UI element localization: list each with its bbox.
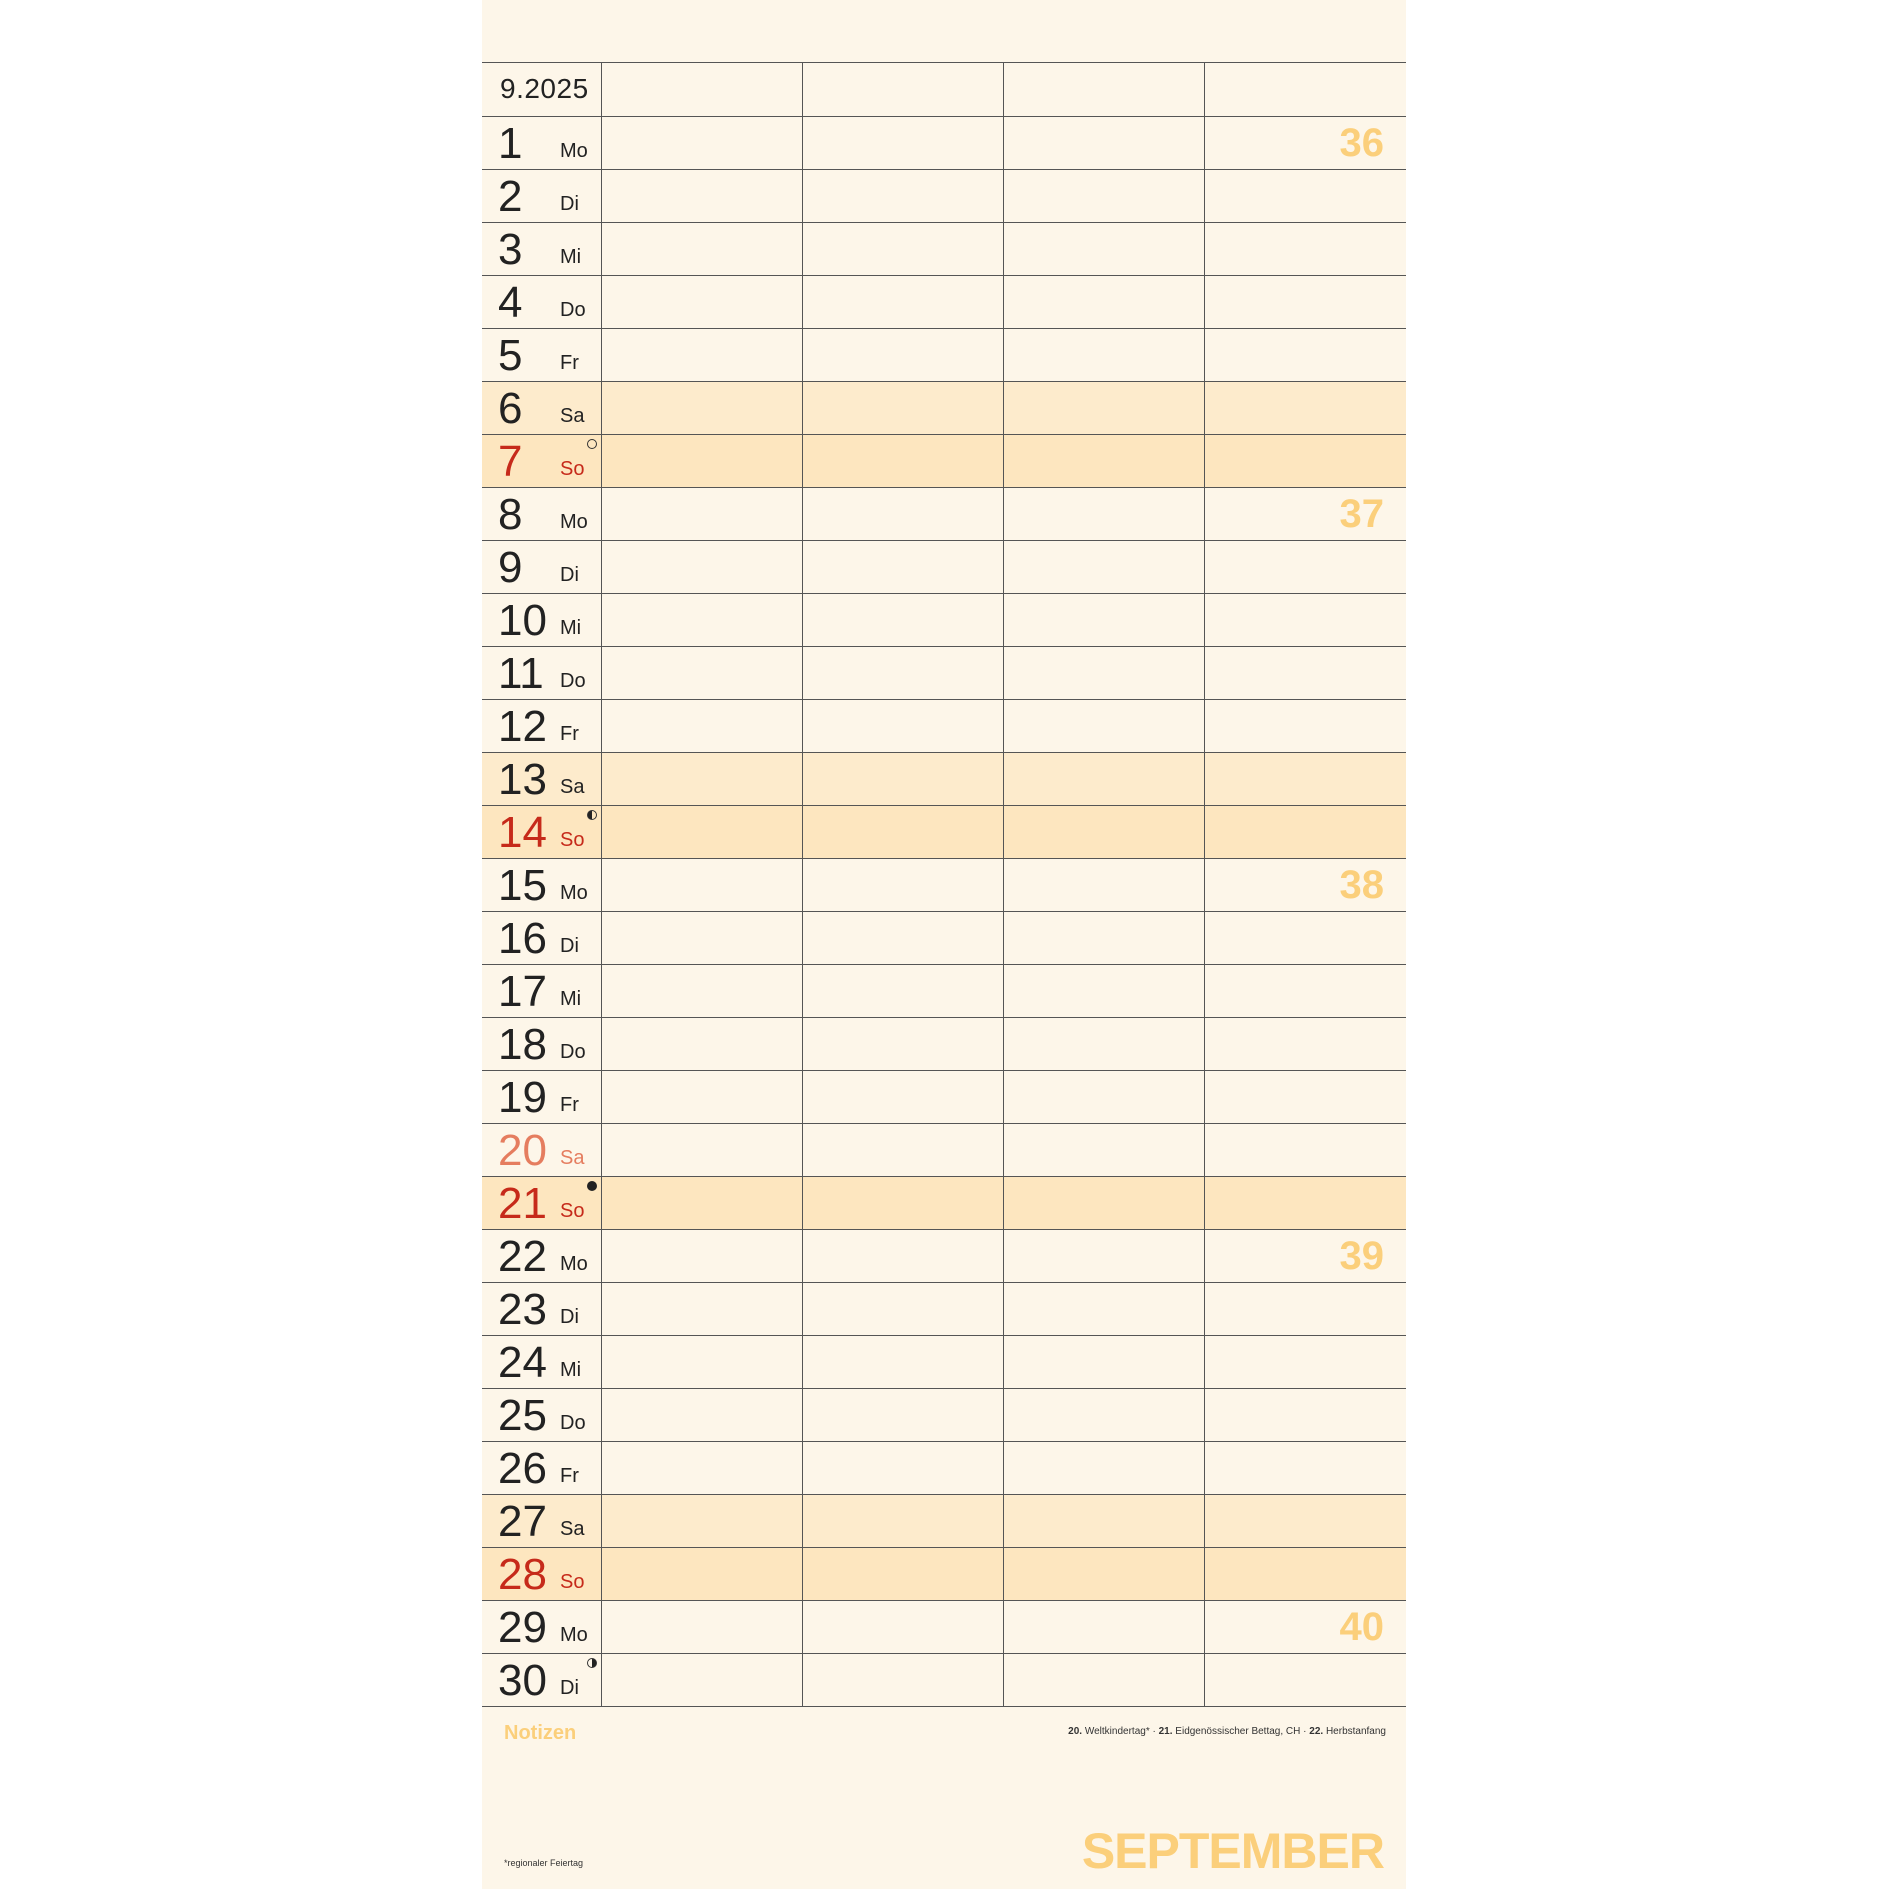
entry-cell[interactable] <box>803 170 1004 222</box>
holiday-separator: · <box>1300 1726 1310 1737</box>
entry-cell[interactable] <box>1004 1336 1205 1388</box>
day-number: 1 <box>498 119 523 168</box>
day-row <box>482 594 1406 647</box>
day-name: So <box>560 1200 585 1222</box>
day-name: Di <box>560 935 579 957</box>
day-number: 6 <box>498 384 523 433</box>
header-date-cell <box>482 63 602 116</box>
calendar-page <box>482 0 1406 1889</box>
entry-cell[interactable] <box>602 1389 803 1441</box>
day-name: Sa <box>560 776 585 798</box>
entry-cell[interactable] <box>1004 806 1205 858</box>
entry-cell[interactable] <box>1004 859 1205 911</box>
day-name: Mo <box>560 882 588 904</box>
entry-cell[interactable] <box>1205 1389 1406 1441</box>
week-number: 40 <box>1339 1605 1384 1649</box>
entry-cell[interactable] <box>803 329 1004 381</box>
day-row <box>482 541 1406 594</box>
day-row <box>482 806 1406 859</box>
entry-cell[interactable] <box>602 276 803 328</box>
entry-cell[interactable] <box>803 541 1004 593</box>
day-row <box>482 435 1406 488</box>
holiday-list <box>1068 1726 1386 1737</box>
entry-cell[interactable] <box>803 488 1004 540</box>
date-cell <box>482 647 602 699</box>
entry-cell[interactable] <box>602 435 803 487</box>
entry-cell[interactable] <box>602 1124 803 1176</box>
day-row <box>482 276 1406 329</box>
entry-cell[interactable] <box>1205 1336 1406 1388</box>
entry-cell[interactable] <box>803 647 1004 699</box>
entry-cell[interactable] <box>803 382 1004 434</box>
notes-label: Notizen <box>504 1722 577 1744</box>
holiday-separator: · <box>1149 1726 1159 1737</box>
entry-cell[interactable] <box>602 1548 803 1600</box>
entry-cell[interactable] <box>1004 1389 1205 1441</box>
day-name: Mi <box>560 246 582 268</box>
holiday-name: Herbstanfang <box>1325 1726 1386 1737</box>
date-cell <box>482 1548 602 1600</box>
entry-cell[interactable] <box>1205 170 1406 222</box>
day-number: 27 <box>498 1497 547 1546</box>
entry-cell[interactable] <box>602 647 803 699</box>
date-cell <box>482 1071 602 1123</box>
date-cell <box>482 700 602 752</box>
day-name: Sa <box>560 1147 585 1169</box>
entry-cell[interactable] <box>1205 276 1406 328</box>
entry-cell[interactable] <box>1205 488 1406 540</box>
entry-cell[interactable] <box>803 1177 1004 1229</box>
entry-cell[interactable] <box>602 488 803 540</box>
entry-cell[interactable] <box>1205 435 1406 487</box>
entry-cell[interactable] <box>602 1336 803 1388</box>
date-cell <box>482 1389 602 1441</box>
day-row <box>482 1230 1406 1283</box>
day-number: 19 <box>498 1073 547 1122</box>
entry-cell[interactable] <box>1205 806 1406 858</box>
entry-cell[interactable] <box>602 859 803 911</box>
day-name: Di <box>560 1677 579 1699</box>
day-row <box>482 912 1406 965</box>
day-number: 18 <box>498 1020 547 1069</box>
holiday-date: 21. <box>1158 1726 1173 1737</box>
day-name: Di <box>560 193 579 215</box>
entry-cell[interactable] <box>602 1071 803 1123</box>
date-cell <box>482 1230 602 1282</box>
date-cell <box>482 435 602 487</box>
entry-cell[interactable] <box>602 912 803 964</box>
day-row <box>482 700 1406 753</box>
day-row <box>482 1389 1406 1442</box>
entry-cell[interactable] <box>602 965 803 1017</box>
day-name: Mo <box>560 140 588 162</box>
day-name: Fr <box>560 1465 579 1487</box>
day-name: Mo <box>560 511 588 533</box>
day-name: So <box>560 1571 585 1593</box>
day-row <box>482 170 1406 223</box>
day-number: 10 <box>498 596 547 645</box>
holiday-date: 20. <box>1068 1726 1083 1737</box>
date-cell <box>482 1018 602 1070</box>
day-row <box>482 1071 1406 1124</box>
day-number: 24 <box>498 1338 547 1387</box>
date-cell <box>482 1442 602 1494</box>
day-rows <box>482 117 1406 1707</box>
entry-cell[interactable] <box>803 435 1004 487</box>
date-cell <box>482 223 602 275</box>
column-cell[interactable] <box>1004 63 1205 116</box>
entry-cell[interactable] <box>1205 1071 1406 1123</box>
entry-cell[interactable] <box>602 382 803 434</box>
date-cell <box>482 594 602 646</box>
entry-cell[interactable] <box>1205 541 1406 593</box>
entry-cell[interactable] <box>803 965 1004 1017</box>
date-cell <box>482 1601 602 1653</box>
day-number: 2 <box>498 172 523 221</box>
entry-cell[interactable] <box>602 1177 803 1229</box>
week-number: 37 <box>1339 492 1384 536</box>
date-cell <box>482 859 602 911</box>
entry-cell[interactable] <box>1004 1124 1205 1176</box>
holiday-name: Eidgenössischer Bettag, CH <box>1175 1726 1301 1737</box>
month-title: SEPTEMBER <box>1081 1823 1384 1879</box>
month-year-label: 9.2025 <box>500 73 589 104</box>
date-cell <box>482 1654 602 1706</box>
day-number: 12 <box>498 702 547 751</box>
entry-cell[interactable] <box>1004 488 1205 540</box>
date-cell <box>482 1495 602 1547</box>
day-number: 8 <box>498 490 523 539</box>
entry-cell[interactable] <box>1004 223 1205 275</box>
day-number: 30 <box>498 1656 547 1705</box>
day-row <box>482 1336 1406 1389</box>
entry-cell[interactable] <box>602 700 803 752</box>
day-row <box>482 1283 1406 1336</box>
date-cell <box>482 170 602 222</box>
column-cell[interactable] <box>602 63 803 116</box>
day-row <box>482 647 1406 700</box>
day-name: Sa <box>560 1518 585 1540</box>
entry-cell[interactable] <box>1205 382 1406 434</box>
entry-cell[interactable] <box>1205 594 1406 646</box>
entry-cell[interactable] <box>1205 1654 1406 1706</box>
entry-cell[interactable] <box>803 594 1004 646</box>
week-number: 36 <box>1339 121 1384 165</box>
day-number: 25 <box>498 1391 547 1440</box>
date-cell <box>482 806 602 858</box>
day-row <box>482 965 1406 1018</box>
day-number: 7 <box>498 437 523 486</box>
entry-cell[interactable] <box>1205 647 1406 699</box>
holiday-name: Weltkindertag* <box>1084 1726 1150 1737</box>
day-number: 14 <box>498 808 547 857</box>
entry-cell[interactable] <box>803 859 1004 911</box>
entry-cell[interactable] <box>803 1654 1004 1706</box>
day-name: Mi <box>560 617 582 639</box>
entry-cell[interactable] <box>803 1336 1004 1388</box>
day-row <box>482 382 1406 435</box>
entry-cell[interactable] <box>1205 859 1406 911</box>
entry-cell[interactable] <box>602 170 803 222</box>
day-name: Do <box>560 1041 586 1063</box>
entry-cell[interactable] <box>803 1124 1004 1176</box>
entry-cell[interactable] <box>1004 329 1205 381</box>
entry-cell[interactable] <box>1004 1177 1205 1229</box>
week-number: 38 <box>1339 863 1384 907</box>
entry-cell[interactable] <box>1004 753 1205 805</box>
entry-cell[interactable] <box>602 1654 803 1706</box>
entry-cell[interactable] <box>602 1601 803 1653</box>
entry-cell[interactable] <box>602 1230 803 1282</box>
day-name: Mi <box>560 988 582 1010</box>
day-name: Fr <box>560 352 579 374</box>
date-cell <box>482 541 602 593</box>
day-name: Sa <box>560 405 585 427</box>
entry-cell[interactable] <box>1205 223 1406 275</box>
day-row <box>482 488 1406 541</box>
entry-cell[interactable] <box>1004 1071 1205 1123</box>
entry-cell[interactable] <box>803 223 1004 275</box>
entry-cell[interactable] <box>1004 117 1205 169</box>
entry-cell[interactable] <box>1004 1548 1205 1600</box>
date-cell <box>482 753 602 805</box>
date-cell <box>482 965 602 1017</box>
day-row <box>482 223 1406 276</box>
entry-cell[interactable] <box>1205 1601 1406 1653</box>
day-number: 5 <box>498 331 523 380</box>
entry-cell[interactable] <box>1004 700 1205 752</box>
column-cell[interactable] <box>1205 63 1406 116</box>
day-row <box>482 1177 1406 1230</box>
day-number: 22 <box>498 1232 547 1281</box>
day-row <box>482 329 1406 382</box>
day-name: Fr <box>560 723 579 745</box>
day-row <box>482 1548 1406 1601</box>
day-name: Do <box>560 670 586 692</box>
week-number: 39 <box>1339 1234 1384 1278</box>
day-row <box>482 1495 1406 1548</box>
day-row <box>482 1018 1406 1071</box>
entry-cell[interactable] <box>602 1495 803 1547</box>
entry-cell[interactable] <box>1205 1124 1406 1176</box>
entry-cell[interactable] <box>803 912 1004 964</box>
new-moon-icon <box>587 1181 597 1191</box>
entry-cell[interactable] <box>803 1230 1004 1282</box>
entry-cell[interactable] <box>1004 1654 1205 1706</box>
day-row <box>482 753 1406 806</box>
date-cell <box>482 1124 602 1176</box>
day-name: Di <box>560 564 579 586</box>
entry-cell[interactable] <box>1205 753 1406 805</box>
day-name: Mo <box>560 1624 588 1646</box>
date-cell <box>482 1336 602 1388</box>
entry-cell[interactable] <box>1004 435 1205 487</box>
day-name: Fr <box>560 1094 579 1116</box>
day-number: 21 <box>498 1179 547 1228</box>
full-moon-icon <box>587 439 597 449</box>
day-number: 3 <box>498 225 523 274</box>
day-number: 26 <box>498 1444 547 1493</box>
entry-cell[interactable] <box>1004 912 1205 964</box>
entry-cell[interactable] <box>803 1071 1004 1123</box>
day-number: 28 <box>498 1550 547 1599</box>
entry-cell[interactable] <box>803 753 1004 805</box>
entry-cell[interactable] <box>602 329 803 381</box>
day-name: Do <box>560 299 586 321</box>
day-number: 11 <box>498 649 544 698</box>
day-number: 20 <box>498 1126 547 1175</box>
entry-cell[interactable] <box>1004 594 1205 646</box>
entry-cell[interactable] <box>1205 1018 1406 1070</box>
day-number: 17 <box>498 967 547 1016</box>
day-number: 13 <box>498 755 547 804</box>
entry-cell[interactable] <box>1004 276 1205 328</box>
day-row <box>482 117 1406 170</box>
entry-cell[interactable] <box>803 117 1004 169</box>
first-moon-icon <box>587 1658 597 1668</box>
column-cell[interactable] <box>803 63 1004 116</box>
entry-cell[interactable] <box>1004 965 1205 1017</box>
entry-cell[interactable] <box>1004 541 1205 593</box>
entry-cell[interactable] <box>803 1389 1004 1441</box>
day-number: 29 <box>498 1603 547 1652</box>
last-moon-icon <box>587 810 597 820</box>
header-row <box>482 63 1406 117</box>
entry-cell[interactable] <box>602 117 803 169</box>
entry-cell[interactable] <box>602 1018 803 1070</box>
entry-cell[interactable] <box>1205 700 1406 752</box>
entry-cell[interactable] <box>602 541 803 593</box>
entry-cell[interactable] <box>1004 1495 1205 1547</box>
entry-cell[interactable] <box>803 1442 1004 1494</box>
entry-cell[interactable] <box>1205 1548 1406 1600</box>
entry-cell[interactable] <box>1004 1442 1205 1494</box>
calendar-grid <box>482 62 1406 1707</box>
entry-cell[interactable] <box>803 1548 1004 1600</box>
day-number: 15 <box>498 861 547 910</box>
date-cell <box>482 329 602 381</box>
day-row <box>482 1654 1406 1707</box>
entry-cell[interactable] <box>602 1283 803 1335</box>
entry-cell[interactable] <box>1205 1442 1406 1494</box>
entry-cell[interactable] <box>803 1495 1004 1547</box>
day-name: Mo <box>560 1253 588 1275</box>
entry-cell[interactable] <box>803 806 1004 858</box>
entry-cell[interactable] <box>1205 117 1406 169</box>
entry-cell[interactable] <box>1205 965 1406 1017</box>
entry-cell[interactable] <box>602 223 803 275</box>
date-cell <box>482 382 602 434</box>
entry-cell[interactable] <box>803 1601 1004 1653</box>
entry-cell[interactable] <box>602 806 803 858</box>
entry-cell[interactable] <box>602 1442 803 1494</box>
date-cell <box>482 276 602 328</box>
entry-cell[interactable] <box>1205 1495 1406 1547</box>
entry-cell[interactable] <box>803 1018 1004 1070</box>
entry-cell[interactable] <box>1205 329 1406 381</box>
date-cell <box>482 117 602 169</box>
entry-cell[interactable] <box>1004 1018 1205 1070</box>
entry-cell[interactable] <box>602 753 803 805</box>
entry-cell[interactable] <box>803 700 1004 752</box>
day-row <box>482 1124 1406 1177</box>
day-number: 23 <box>498 1285 547 1334</box>
entry-cell[interactable] <box>1004 1601 1205 1653</box>
date-cell <box>482 1283 602 1335</box>
footnote: *regionaler Feiertag <box>504 1858 584 1868</box>
date-cell <box>482 912 602 964</box>
day-number: 9 <box>498 543 523 592</box>
entry-cell[interactable] <box>1205 1177 1406 1229</box>
entry-cell[interactable] <box>1004 170 1205 222</box>
day-name: Do <box>560 1412 586 1434</box>
day-row <box>482 1601 1406 1654</box>
entry-cell[interactable] <box>1205 912 1406 964</box>
day-name: Mi <box>560 1359 582 1381</box>
day-name: So <box>560 829 585 851</box>
date-cell <box>482 488 602 540</box>
entry-cell[interactable] <box>803 1283 1004 1335</box>
entry-cell[interactable] <box>1004 1230 1205 1282</box>
entry-cell[interactable] <box>602 594 803 646</box>
day-name: Di <box>560 1306 579 1328</box>
entry-cell[interactable] <box>1004 382 1205 434</box>
day-number: 4 <box>498 278 523 327</box>
day-row <box>482 1442 1406 1495</box>
entry-cell[interactable] <box>1205 1283 1406 1335</box>
entry-cell[interactable] <box>1004 1283 1205 1335</box>
day-number: 16 <box>498 914 547 963</box>
day-name: So <box>560 458 585 480</box>
holiday-date: 22. <box>1309 1726 1324 1737</box>
entry-cell[interactable] <box>1004 647 1205 699</box>
date-cell <box>482 1177 602 1229</box>
entry-cell[interactable] <box>1205 1230 1406 1282</box>
entry-cell[interactable] <box>803 276 1004 328</box>
day-row <box>482 859 1406 912</box>
